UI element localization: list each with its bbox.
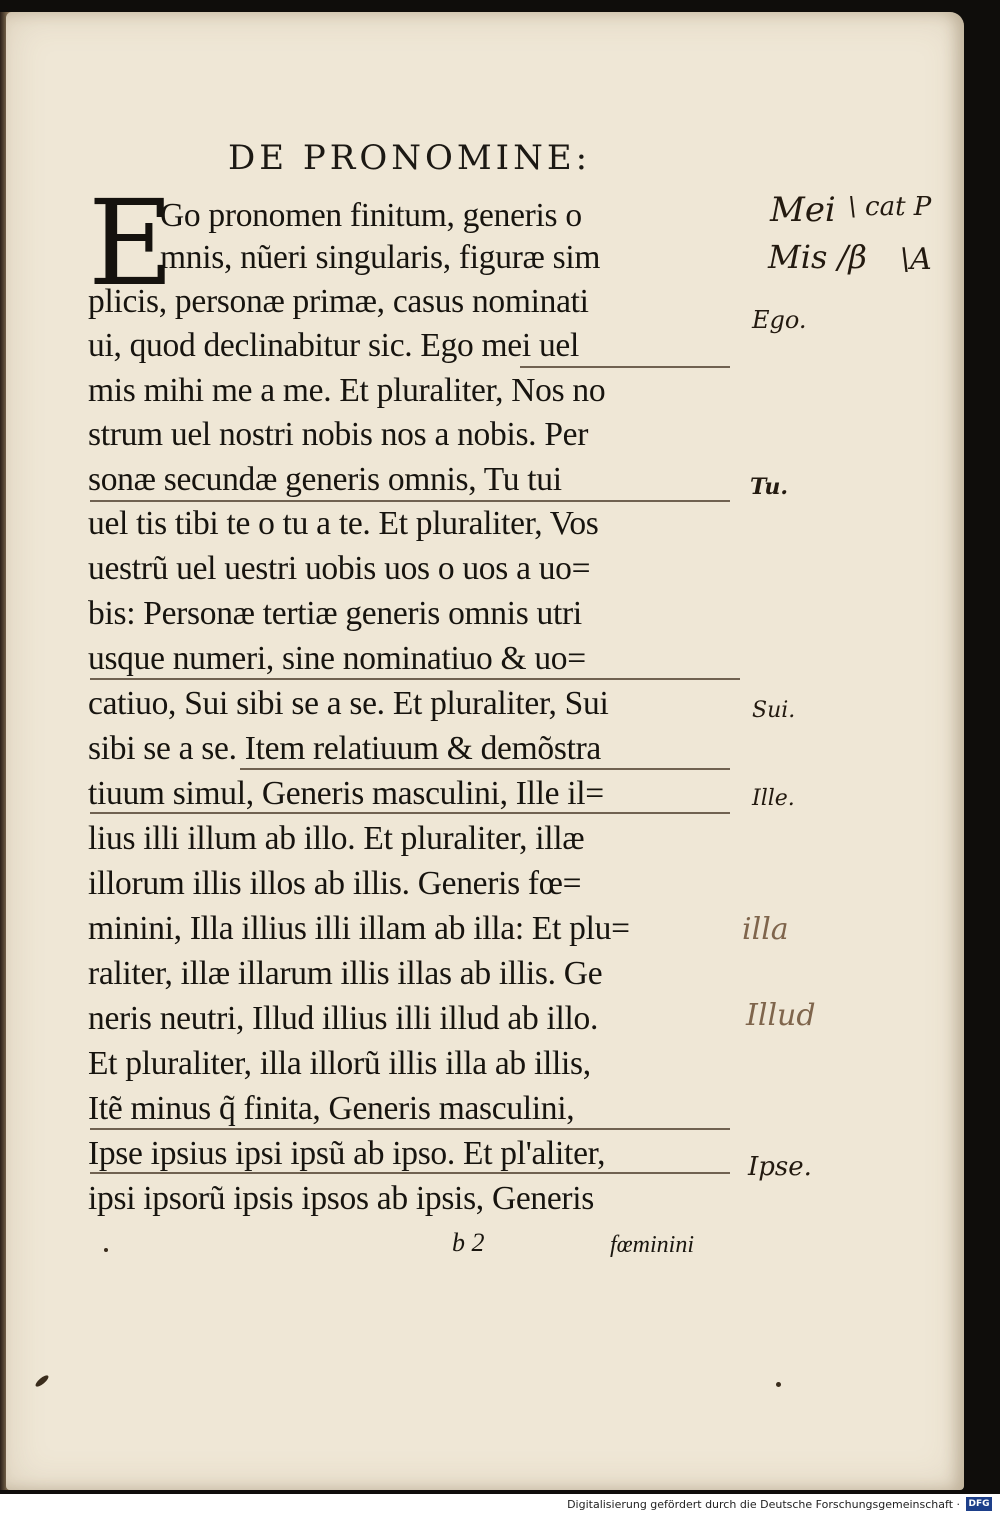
text-line: bis: Personæ tertiæ generis omnis utri — [88, 595, 582, 632]
handwritten-underline — [240, 768, 730, 770]
dfg-logo: DFG — [966, 1497, 992, 1511]
margin-note-ipse: Ipse. — [748, 1152, 812, 1182]
text-line: tiuum simul, Generis masculini, Ille il= — [88, 775, 604, 812]
text-line: strum uel nostri nobis nos a nobis. Per — [88, 416, 589, 453]
handwritten-underline — [90, 1128, 730, 1130]
text-line: plicis, personæ primæ, casus nominati — [88, 283, 589, 320]
ink-speck — [104, 1248, 108, 1252]
margin-note-mei-right: \ cat P — [848, 192, 932, 222]
text-line: Et pluraliter, illa illorũ illis illa ab illis, — [88, 1045, 591, 1082]
text-line: mnis, nũeri singularis, figuræ sim — [160, 239, 601, 276]
handwritten-underline — [90, 812, 730, 814]
margin-note-illa: illa — [742, 912, 789, 947]
ink-speck — [776, 1382, 781, 1387]
handwritten-underline — [90, 1172, 730, 1174]
margin-note-ille: Ille. — [752, 786, 795, 811]
drop-cap-initial: E — [88, 174, 175, 312]
text-line: Itẽ minus q̃ finita, Generis masculini, — [88, 1090, 575, 1127]
page-heading: DE PRONOMINE: — [228, 138, 592, 178]
margin-note-mei: Mei — [770, 190, 836, 230]
credit-bar — [0, 1494, 1000, 1516]
digitization-credit: Digitalisierung gefördert durch die Deutsche Forschungsgemeinschaft · — [567, 1498, 960, 1511]
text-line: ui, quod declinabitur sic. Ego mei uel — [88, 327, 579, 364]
margin-note-illud: Illud — [746, 998, 816, 1033]
text-line: sonæ secundæ generis omnis, Tu tui — [88, 461, 562, 498]
signature-mark: b 2 — [452, 1228, 485, 1257]
handwritten-underline — [520, 366, 730, 368]
text-line: catiuo, Sui sibi se a se. Et pluraliter, Sui — [88, 685, 609, 722]
margin-note-mis-right: \A — [900, 242, 932, 277]
text-line: sibi se a se. Item relatiuum & demõstra — [88, 730, 601, 767]
handwritten-underline — [90, 678, 740, 680]
text-line: usque numeri, sine nominatiuo & uo= — [88, 640, 586, 677]
text-line: mis mihi me a me. Et pluraliter, Nos no — [88, 372, 606, 409]
text-line: Go pronomen finitum, generis o — [160, 197, 582, 234]
margin-note-tu: Tu. — [750, 474, 789, 500]
handwritten-underline — [90, 500, 730, 502]
margin-note-ego: Ego. — [752, 306, 807, 334]
margin-note-sui: Sui. — [752, 698, 796, 723]
text-line: illorum illis illos ab illis. Generis fœ= — [88, 865, 582, 902]
catchword: fœminini — [610, 1232, 695, 1258]
margin-note-mis: Mis /β — [768, 238, 867, 276]
text-line: uestrũ uel uestri uobis uos o uos a uo= — [88, 550, 591, 587]
text-line: Ipse ipsius ipsi ipsũ ab ipso. Et pl'aliter, — [88, 1135, 606, 1172]
text-line: neris neutri, Illud illius illi illud ab illo. — [88, 1000, 599, 1037]
text-line: uel tis tibi te o tu a te. Et pluraliter, Vos — [88, 505, 599, 542]
text-line: minini, Illa illius illi illam ab illa: Et plu= — [88, 910, 630, 947]
text-line: raliter, illæ illarum illis illas ab illis. Ge — [88, 955, 603, 992]
text-line: lius illi illum ab illo. Et pluraliter, illæ — [88, 820, 585, 857]
text-line: ipsi ipsorũ ipsis ipsos ab ipsis, Generis — [88, 1180, 595, 1217]
